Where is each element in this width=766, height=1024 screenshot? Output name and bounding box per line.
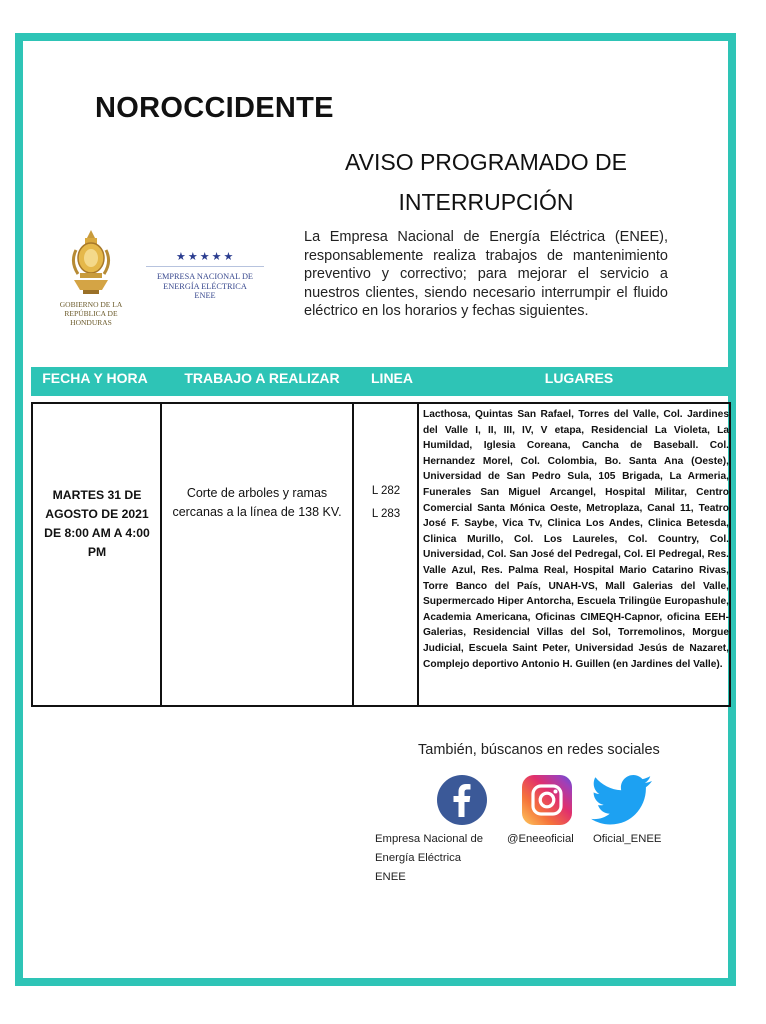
government-caption-line2: REPÚBLICA DE HONDURAS [64,309,118,327]
facebook-f-icon [437,775,487,825]
table-header [31,367,730,396]
header-date: FECHA Y HORA [42,370,148,386]
twitter-icon[interactable] [590,775,654,827]
facebook-name-line3: ENEE [375,871,406,883]
column-divider [417,404,419,705]
instagram-icon[interactable] [522,775,572,825]
social-heading: También, búscanos en redes sociales [418,742,660,758]
instagram-handle[interactable]: @Eneeoficial [507,833,574,845]
region-title: NOROCCIDENTE [95,92,334,124]
facebook-icon[interactable] [437,775,487,825]
twitter-handle[interactable]: Oficial_ENEE [593,833,662,845]
notice-title-line1: AVISO PROGRAMADO DE [344,149,627,175]
government-logo [50,228,132,327]
enee-logo [146,246,264,316]
enee-caption [146,272,264,301]
government-caption-line1: GOBIERNO DE LA [59,300,123,309]
cell-places: Lacthosa, Quintas San Rafael, Torres del Valle, Col. Jardines del Valle I, II, III, IV, V etapa, Residencial La Violeta, La Humildad, Iglesia Coreana, Cancha de Baseball. Col. Hernandez Morel, Col. Colombia, Bo. Santa Ana (Oeste), Universidad de San Pedro Sula, 105 Brigada, La Armeria, Funerales San Miguel Arcangel, Hospital Militar, Centro Comercial Santa Mónica Oeste, Metroplaza, Canal 11, Teatro José F. Saybe, Vica Tv, Clinica Los Andes, Clinica Betesda, Clinica Murillo, Col. Los Laureles, Col. Country, Col. Universidad, Col. San José del Pedregal, Col. El Pedregal, Res. Valle Azul, Res. Palma Real, Hospital Mario Catarino Rivas, Torre Banco del País, UNAH-VS, Mall Galerias del Valle, Supermercado Hiper Antorcha, Escuela Trilingüe Europashule, Academia Americana, Oficinas CIMEQH-Capnor, oficina EEH- Galerias, Residencial Villas del Sol, Torremolinos, Morgue Judicial, Escuela Saint Peter, Universidad Jesús de Nazaret, Complejo deportivo Antonio H. Guillen (en Jardines del Valle). [423,409,729,670]
cell-date: MARTES 31 DE AGOSTO DE 2021 DE 8:00 AM A 4:00 PM [44,488,150,559]
facebook-account-name[interactable] [375,830,505,887]
enee-caption-line2: ENERGÍA ELÉCTRICA [163,281,247,291]
stars-icon: ★★★★★ [176,251,236,263]
header-places: LUGARES [544,370,614,386]
enee-caption-line1: EMPRESA NACIONAL DE [156,272,254,281]
enee-divider [146,266,264,267]
line-283: L 283 [371,508,401,520]
notice-title-line2: INTERRUPCIÓN [398,189,574,215]
column-divider [352,404,354,705]
intro-paragraph: La Empresa Nacional de Energía Eléctrica (ENEE), responsablemente realiza trabajos de mantenimiento preventivo y correctivo; para mejorar el servicio a nuestros clientes, siendo necesario interrumpir el fluido eléctrico en los horarios y fechas siguientes. [304,229,668,320]
cell-line [355,480,417,526]
facebook-name-line2: Energía Eléctrica [375,852,462,864]
notice-title [300,142,672,222]
line-282: L 282 [371,485,401,497]
cell-work: Corte de arboles y ramas cercanas a la línea de 138 KV. [172,486,342,519]
instagram-camera-icon [522,775,572,825]
coat-of-arms-icon [50,228,132,300]
government-caption [50,300,132,327]
table-row [31,402,731,707]
column-divider [160,404,162,705]
facebook-name-line1: Empresa Nacional de [375,833,484,845]
twitter-bird-icon [590,775,654,827]
header-work: TRABAJO A REALIZAR [184,370,340,386]
enee-caption-line3: ENEE [194,291,216,300]
header-line: LINEA [371,370,413,386]
